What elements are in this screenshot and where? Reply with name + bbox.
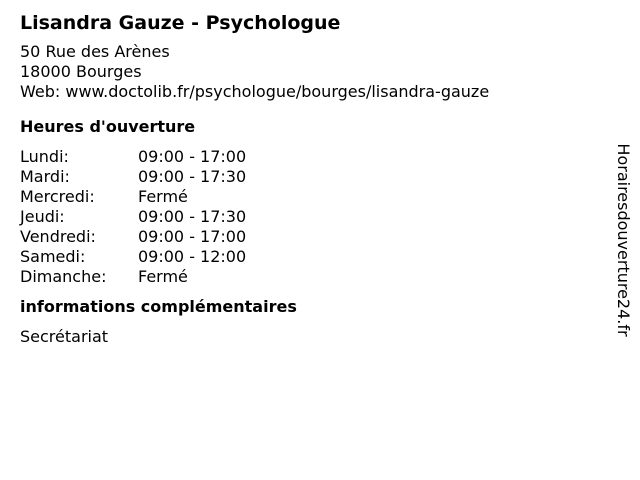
day-hours: 09:00 - 17:00 (138, 227, 247, 246)
opening-hours-heading: Heures d'ouverture (20, 117, 196, 136)
day-label: Samedi: (20, 247, 86, 266)
site-watermark: Horairesdouverture24.fr (614, 143, 633, 337)
day-label: Lundi: (20, 147, 69, 166)
day-hours: 09:00 - 17:00 (138, 147, 247, 166)
day-hours: 09:00 - 12:00 (138, 247, 247, 266)
additional-info-heading: informations complémentaires (20, 297, 297, 316)
day-hours: Fermé (138, 187, 188, 206)
day-hours: 09:00 - 17:30 (138, 167, 247, 186)
website-line: Web: www.doctolib.fr/psychologue/bourges/lisandra-gauze (20, 82, 490, 101)
day-label: Dimanche: (20, 267, 107, 286)
hours-row-thursday (20, 207, 600, 227)
day-label: Mardi: (20, 167, 70, 186)
address-city: 18000 Bourges (20, 62, 142, 81)
hours-row-wednesday (20, 187, 600, 207)
additional-info-text: Secrétariat (20, 327, 109, 346)
opening-hours-list (20, 147, 600, 287)
day-hours: 09:00 - 17:30 (138, 207, 247, 226)
day-label: Vendredi: (20, 227, 96, 246)
hours-row-tuesday (20, 167, 600, 187)
address-street: 50 Rue des Arènes (20, 42, 170, 61)
hours-row-saturday (20, 247, 600, 267)
day-label: Jeudi: (20, 207, 65, 226)
hours-row-monday (20, 147, 600, 167)
hours-row-friday (20, 227, 600, 247)
day-hours: Fermé (138, 267, 188, 286)
business-title: Lisandra Gauze - Psychologue (20, 12, 341, 34)
address-block (20, 42, 600, 102)
business-card (20, 10, 600, 347)
day-label: Mercredi: (20, 187, 95, 206)
hours-row-sunday (20, 267, 600, 287)
